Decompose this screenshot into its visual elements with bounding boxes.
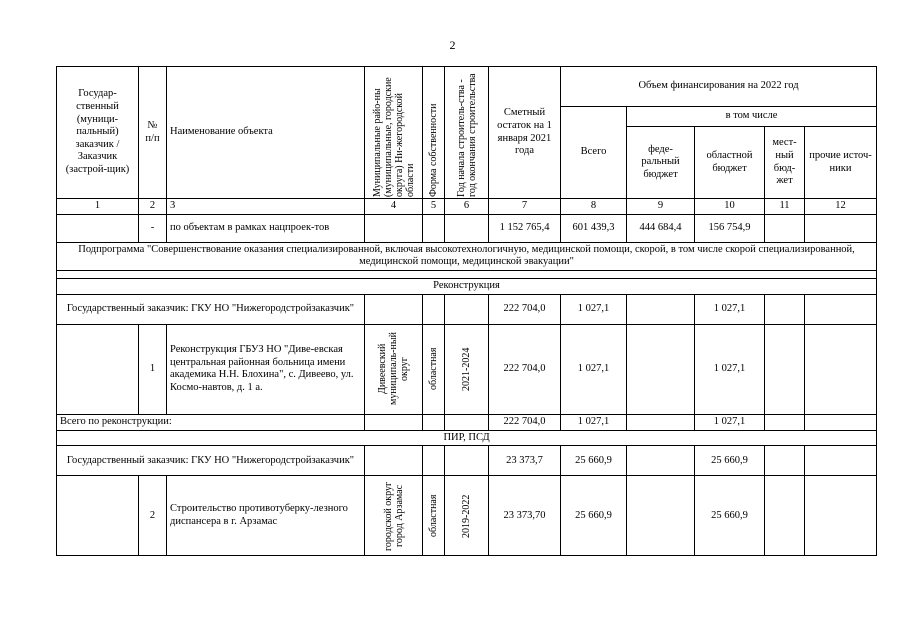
col-number: 6 xyxy=(445,199,489,215)
row-ownership: областная xyxy=(423,476,445,556)
section-pir: ПИР, ПСД xyxy=(57,430,877,446)
row-estimate: 23 373,7 xyxy=(489,446,561,476)
header-years: Год начала строитель-ства - год окончания строительства xyxy=(445,67,489,199)
row-municipality: городской округ город Арзамас xyxy=(365,476,423,556)
header-including: в том числе xyxy=(627,107,877,127)
row-regional: 25 660,9 xyxy=(695,476,765,556)
separator-row xyxy=(57,270,877,278)
row-total: 25 660,9 xyxy=(561,446,627,476)
row-estimate: 1 152 765,4 xyxy=(489,214,561,242)
page-number: 2 xyxy=(449,38,456,52)
row-total: 1 027,1 xyxy=(561,324,627,414)
customer-name: Государственный заказчик: ГКУ НО "Нижегородстройзаказчик" xyxy=(57,294,365,324)
header-funding: Объем финансирования на 2022 год xyxy=(561,67,877,107)
column-numbers-row xyxy=(57,199,877,215)
table-row xyxy=(57,476,877,556)
row-total: 601 439,3 xyxy=(561,214,627,242)
row-years: 2021-2024 xyxy=(445,324,489,414)
row-federal: 444 684,4 xyxy=(627,214,695,242)
col-number: 9 xyxy=(627,199,695,215)
section-reconstruction: Реконструкция xyxy=(57,278,877,294)
header-name: Наименование объекта xyxy=(167,67,365,199)
row-regional: 156 754,9 xyxy=(695,214,765,242)
row-name: Строительство противотуберку-лезного диспансера в г. Арзамас xyxy=(167,476,365,556)
table-row xyxy=(57,324,877,414)
customer-name: Государственный заказчик: ГКУ НО "Нижегородстройзаказчик" xyxy=(57,446,365,476)
col-number: 11 xyxy=(765,199,805,215)
row-years: 2019-2022 xyxy=(445,476,489,556)
col-number: 10 xyxy=(695,199,765,215)
header-estimate: Сметный остаток на 1 января 2021 года xyxy=(489,67,561,199)
col-number: 2 xyxy=(139,199,167,215)
row-total: 1 027,1 xyxy=(561,414,627,430)
row-estimate: 222 704,0 xyxy=(489,414,561,430)
header-local: мест-ный бюд-жет xyxy=(765,127,805,199)
col-number: 12 xyxy=(805,199,877,215)
row-total: 25 660,9 xyxy=(561,476,627,556)
customer-row xyxy=(57,446,877,476)
row-name: Реконструкция ГБУЗ НО "Диве-евская центральная районная больница имени академика Н.Н. Блохина", с. Дивеево, ул. Космо-навтов, д. 1 а. xyxy=(167,324,365,414)
col-number: 8 xyxy=(561,199,627,215)
col-number: 7 xyxy=(489,199,561,215)
col-number: 4 xyxy=(365,199,423,215)
row-ownership: областная xyxy=(423,324,445,414)
row-num: 1 xyxy=(139,324,167,414)
subprogram-title: Подпрограмма "Совершенствование оказания специализированной, включая высокотехнологичную, медицинской помощи, скорой, в том числе скорой специализированной, медицинской помощи, медицинской эвакуации" xyxy=(57,242,877,270)
col-number: 1 xyxy=(57,199,139,215)
row-num: 2 xyxy=(139,476,167,556)
row-regional: 1 027,1 xyxy=(695,324,765,414)
total-row xyxy=(57,414,877,430)
header-municipality: Муниципальные райо-ны (муниципальные, городские округа) Ни-жегородской области xyxy=(365,67,423,199)
header-other: прочие источ-ники xyxy=(805,127,877,199)
row-municipality: Дивеевский муниципаль-ный округ xyxy=(365,324,423,414)
row-estimate: 23 373,70 xyxy=(489,476,561,556)
header-federal: феде-ральный бюджет xyxy=(627,127,695,199)
header-num: № п/п xyxy=(139,67,167,199)
row-total: 1 027,1 xyxy=(561,294,627,324)
header-regional: областной бюджет xyxy=(695,127,765,199)
row-estimate: 222 704,0 xyxy=(489,294,561,324)
customer-row xyxy=(57,294,877,324)
row-num: - xyxy=(139,214,167,242)
header-total: Всего xyxy=(561,107,627,199)
row-regional: 1 027,1 xyxy=(695,414,765,430)
row-regional: 1 027,1 xyxy=(695,294,765,324)
row-name: по объектам в рамках нацпроек-тов xyxy=(167,214,365,242)
col-number: 5 xyxy=(423,199,445,215)
total-name: Всего по реконструкции: xyxy=(57,414,365,430)
financing-table xyxy=(56,66,877,556)
header-ownership: Форма собственности xyxy=(423,67,445,199)
row-regional: 25 660,9 xyxy=(695,446,765,476)
header-customer: Государ-ственный (муници-пальный) заказчик / Заказчик (застрой-щик) xyxy=(57,67,139,199)
row-estimate: 222 704,0 xyxy=(489,324,561,414)
col-number: 3 xyxy=(167,199,365,215)
table-row xyxy=(57,214,877,242)
